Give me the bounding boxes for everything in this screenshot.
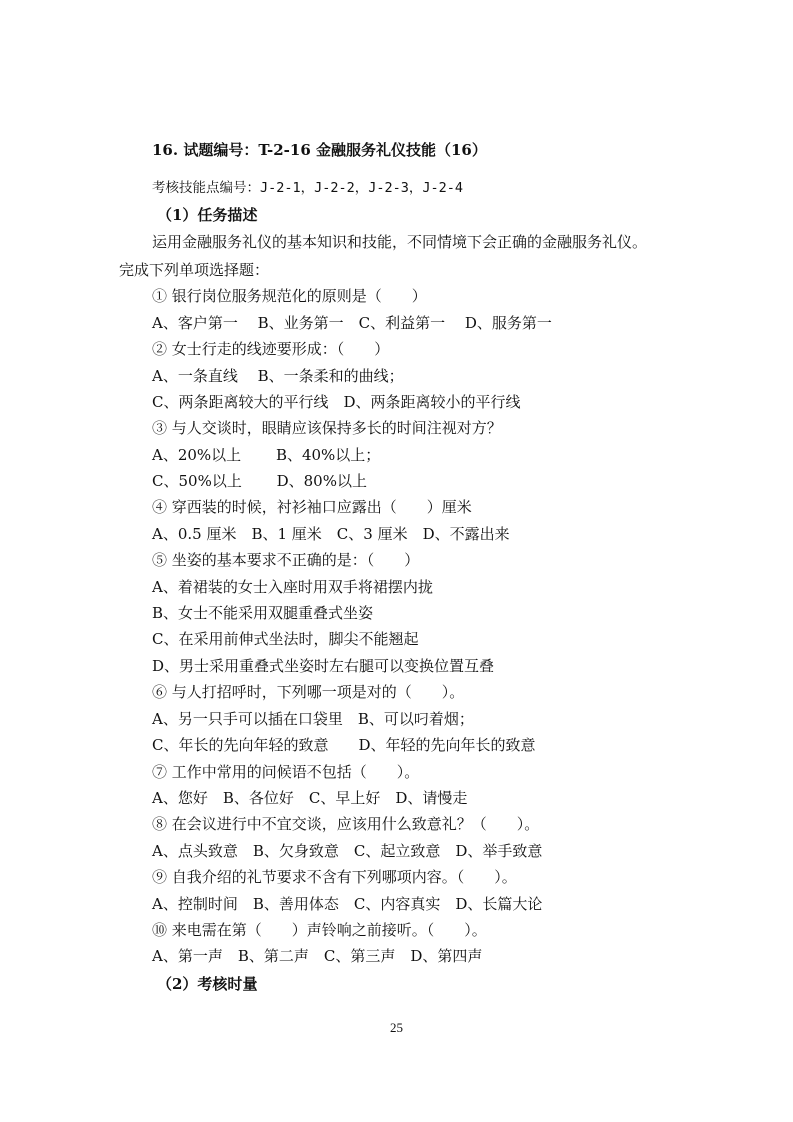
option-line: A、客户第一 B、业务第一 C、利益第一 D、服务第一 <box>152 314 552 332</box>
option-line: A、您好 B、各位好 C、早上好 D、请慢走 <box>152 789 468 807</box>
question-line: ③ 与人交谈时，眼睛应该保持多长的时间注视对方？ <box>152 419 502 437</box>
option-line: C、年长的先向年轻的致意 D、年轻的先向年长的致意 <box>152 736 536 754</box>
question-line: ⑤ 坐姿的基本要求不正确的是：（ ） <box>152 551 420 569</box>
question-line: ④ 穿西装的时候，衬衫袖口应露出（ ）厘米 <box>152 498 472 516</box>
question-line: ② 女士行走的线迹要形成：（ ） <box>152 340 390 358</box>
question-title: 16. 试题编号：T-2-16 金融服务礼仪技能（16） <box>152 141 487 159</box>
skill-points: 考核技能点编号：J-2-1，J-2-2，J-2-3，J-2-4 <box>152 180 464 196</box>
task-intro-line-2: 完成下列单项选择题： <box>119 261 270 279</box>
option-line: A、控制时间 B、善用体态 C、内容真实 D、长篇大论 <box>152 895 543 913</box>
option-line: B、女士不能采用双腿重叠式坐姿 <box>152 604 374 622</box>
question-line: ⑧ 在会议进行中不宜交谈，应该用什么致意礼？（ ）。 <box>152 815 540 833</box>
option-line: A、0.5 厘米 B、1 厘米 C、3 厘米 D、不露出来 <box>152 525 510 543</box>
task-intro-line-1: 运用金融服务礼仪的基本知识和技能，不同情境下会正确的金融服务礼仪。 <box>152 233 648 251</box>
option-line: A、着裙装的女士入座时用双手将裙摆内拢 <box>152 578 433 596</box>
option-line: D、男士采用重叠式坐姿时左右腿可以变换位置互叠 <box>152 657 495 675</box>
option-line: A、第一声 B、第二声 C、第三声 D、第四声 <box>152 947 483 965</box>
section-heading-task: （1）任务描述 <box>157 206 258 224</box>
question-line: ⑨ 自我介绍的礼节要求不含有下列哪项内容。（ ）。 <box>152 868 517 886</box>
question-line: ⑦ 工作中常用的问候语不包括（ ）。 <box>152 763 420 781</box>
page-number: 25 <box>390 1020 403 1035</box>
option-line: C、两条距离较大的平行线 D、两条距离较小的平行线 <box>152 393 521 411</box>
option-line: A、点头致意 B、欠身致意 C、起立致意 D、举手致意 <box>152 842 543 860</box>
option-line: A、一条直线 B、一条柔和的曲线； <box>152 367 404 385</box>
question-line: ⑥ 与人打招呼时，下列哪一项是对的（ ）。 <box>152 683 465 701</box>
section-heading-time: （2）考核时量 <box>157 975 258 993</box>
option-line: C、50%以上 D、80%以上 <box>152 472 367 490</box>
option-line: A、另一只手可以插在口袋里 B、可以叼着烟； <box>152 710 474 728</box>
question-line: ⑩ 来电需在第（ ）声铃响之前接听。（ ）。 <box>152 921 487 939</box>
question-line: ① 银行岗位服务规范化的原则是（ ） <box>152 287 427 305</box>
option-line: A、20%以上 B、40%以上； <box>152 446 381 464</box>
option-line: C、在采用前伸式坐法时，脚尖不能翘起 <box>152 630 419 648</box>
